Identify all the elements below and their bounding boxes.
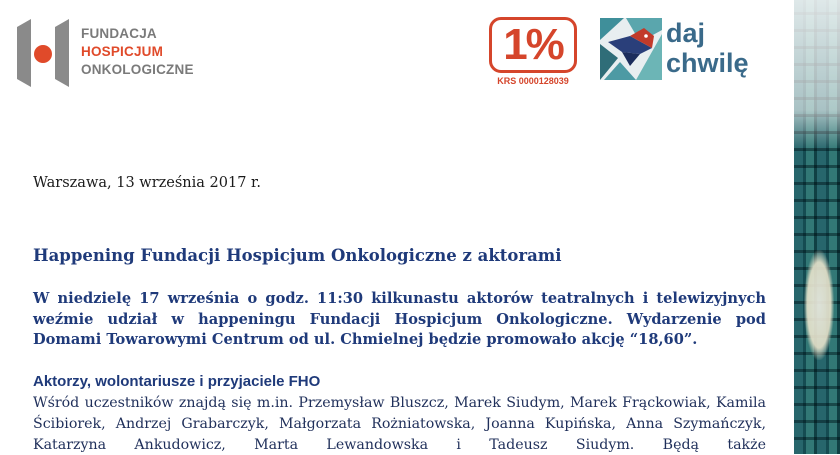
lead-paragraph: W niedzielę 17 września o godz. 11:30 kilkunastu aktorów teatralnych i telewizyjnych weźmie udział w happeningu Fundacji Hospicjum Onkologiczne. Wydarzenie pod Domami Towarowymi Centrum od ul. Chmielnej będzie promowało akcję “18,60”.: [33, 290, 766, 348]
daj-chwile-text: [666, 18, 749, 78]
section-subheading: Aktorzy, wolontariusze i przyjaciele FHO: [33, 373, 321, 390]
fho-logo-line2: HOSPICJUM: [81, 44, 164, 59]
document-title: Happening Fundacji Hospicjum Onkologiczne z aktorami: [33, 246, 562, 265]
mosaic-decoration: [794, 0, 840, 454]
body-paragraph: Wśród uczestników znajdą się m.in. Przemysław Bluszcz, Marek Siudym, Marek Frąckowiak, Kamila Ścibiorek, Andrzej Grabarczyk, Małgorzata Rożniatowska, Joanna Kupińska, Anna Szymańczyk, Katarzyna Ankudowicz, Marta Lewandowska i Tadeusz Siudym. Będą także: [33, 395, 766, 453]
krs-number: KRS 0000128039: [497, 76, 569, 86]
daj-chwile-line2: chwilę: [666, 48, 749, 78]
one-percent-badge: 1%: [489, 17, 577, 73]
one-percent-logo: [489, 17, 577, 87]
fho-logo-line1: FUNDACJA: [81, 26, 157, 41]
fho-logo-line3: ONKOLOGICZNE: [81, 62, 194, 77]
fho-logo-icon: [15, 17, 75, 89]
date-line: Warszawa, 13 września 2017 r.: [33, 175, 261, 191]
bird-mosaic-icon: [600, 18, 662, 80]
fho-logo-text: [81, 25, 194, 79]
daj-chwile-logo: [600, 18, 780, 84]
daj-chwile-line1: daj: [666, 18, 706, 48]
fho-logo: [15, 17, 194, 89]
